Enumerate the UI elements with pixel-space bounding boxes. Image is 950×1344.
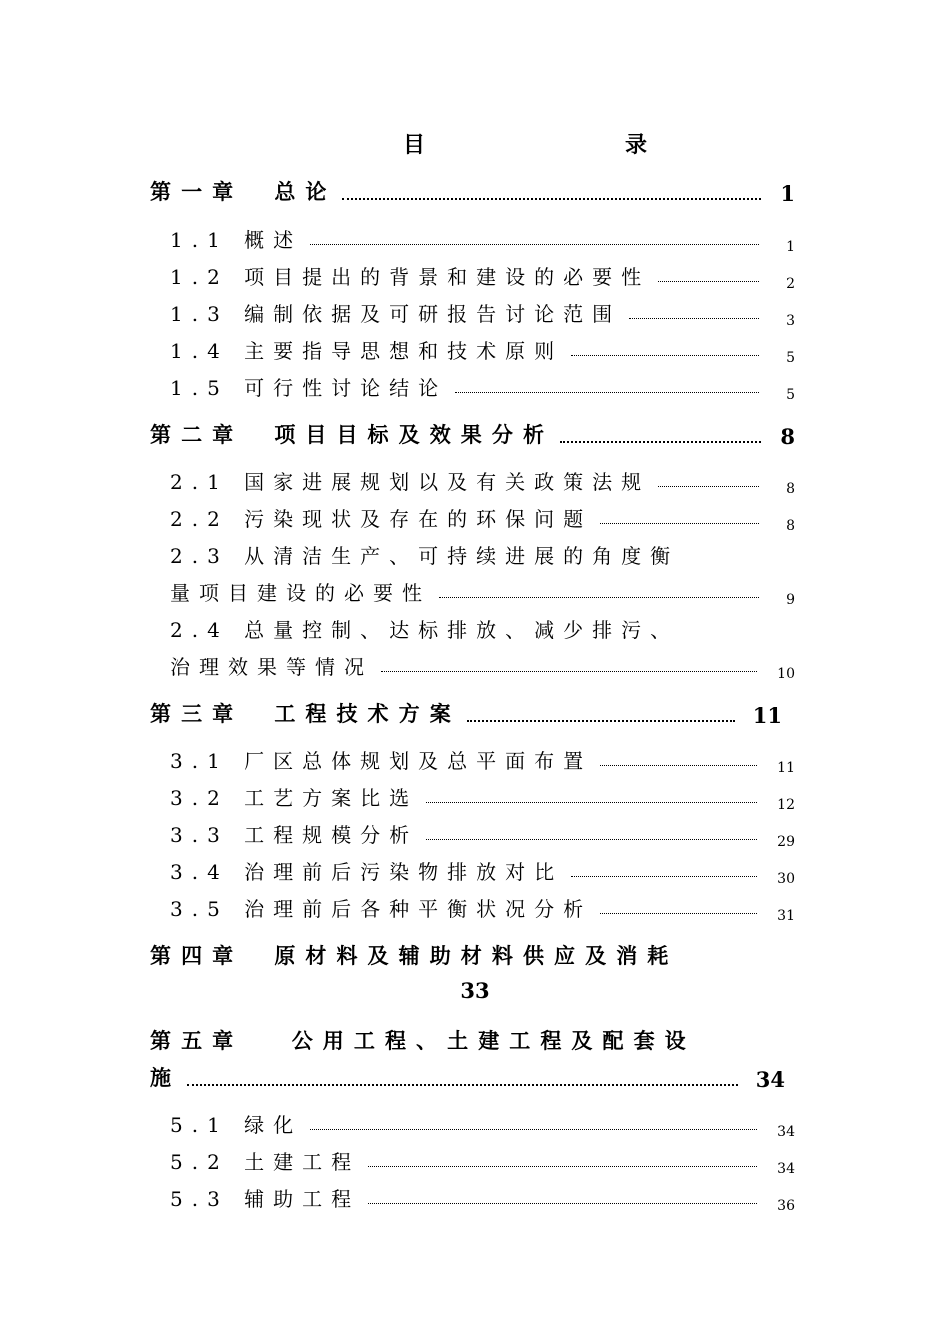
toc-section-2-3[interactable] — [170, 577, 795, 606]
toc-page-number: 29 — [777, 834, 795, 850]
toc-entry-label: 第二章 项目目标及效果分析 — [150, 422, 555, 447]
dot-leader — [310, 230, 759, 245]
toc-section-3-4[interactable] — [170, 856, 795, 885]
toc-page-number: 1 — [780, 181, 795, 206]
dot-leader — [600, 899, 757, 914]
toc-title-char-2: 录 — [625, 132, 748, 158]
toc-page-number: 31 — [777, 908, 795, 924]
toc-entry-label: 量项目建设的必要性 — [170, 581, 431, 605]
toc-section-3-2[interactable] — [170, 782, 795, 811]
dot-leader — [426, 825, 757, 840]
toc-chapter-1[interactable] — [150, 176, 795, 206]
toc-page-number: 36 — [777, 1198, 795, 1214]
toc-chapter-3[interactable] — [150, 698, 782, 728]
toc-page-number: 1 — [786, 239, 795, 255]
toc-chapter-5-line1[interactable]: 第五章 公用工程、土建工程及配套设 — [150, 1028, 696, 1053]
dot-leader — [368, 1189, 757, 1204]
dot-leader — [571, 341, 759, 356]
toc-section-1-5[interactable] — [170, 372, 795, 401]
toc-entry-label: 1.1 概述 — [170, 228, 303, 252]
toc-section-1-1[interactable] — [170, 224, 795, 253]
toc-page-number: 9 — [786, 592, 795, 608]
toc-page-number: 11 — [777, 760, 795, 776]
toc-title-char-1: 目 — [402, 132, 525, 158]
toc-entry-label: 3.5 治理前后各种平衡状况分析 — [170, 897, 593, 921]
toc-entry-label: 1.2 项目提出的背景和建设的必要性 — [170, 265, 651, 289]
toc-page-number: 3 — [786, 313, 795, 329]
toc-entry-label: 1.5 可行性讨论结论 — [170, 376, 448, 400]
dot-leader — [368, 1152, 757, 1167]
toc-page-number: 5 — [786, 350, 795, 366]
dot-leader — [455, 378, 759, 393]
dot-leader — [658, 267, 759, 282]
toc-section-5-3[interactable] — [170, 1183, 795, 1212]
dot-leader — [187, 1070, 738, 1086]
dot-leader — [439, 583, 759, 598]
toc-section-3-5[interactable] — [170, 893, 795, 922]
toc-page-number: 5 — [786, 387, 795, 403]
toc-page-number: 2 — [786, 276, 795, 292]
toc-entry-label: 3.1 厂区总体规划及总平面布置 — [170, 749, 593, 773]
dot-leader — [600, 751, 757, 766]
toc-section-5-2[interactable] — [170, 1146, 795, 1175]
toc-chapter-5[interactable] — [150, 1062, 785, 1092]
toc-page-number: 12 — [777, 797, 795, 813]
toc-chapter-2[interactable] — [150, 419, 795, 449]
dot-leader — [600, 509, 759, 524]
toc-entry-label: 3.4 治理前后污染物排放对比 — [170, 860, 564, 884]
dot-leader — [310, 1115, 757, 1130]
toc-entry-label: 施 — [150, 1065, 182, 1090]
toc-chapter-4[interactable]: 第四章 原材料及辅助材料供应及消耗 — [150, 943, 679, 968]
toc-page-number: 34 — [777, 1161, 795, 1177]
toc-title — [0, 128, 950, 159]
toc-section-2-4[interactable] — [170, 651, 795, 680]
toc-entry-label: 5.2 土建工程 — [170, 1150, 361, 1174]
toc-section-2-2[interactable] — [170, 503, 795, 532]
toc-entry-label: 1.4 主要指导思想和技术原则 — [170, 339, 564, 363]
dot-leader — [426, 788, 757, 803]
toc-entry-label: 3.3 工程规模分析 — [170, 823, 419, 847]
toc-page-number: 10 — [777, 666, 795, 682]
toc-section-2-3-line1[interactable]: 2.3 从清洁生产、可持续进展的角度衡 — [170, 544, 680, 568]
toc-section-2-1[interactable] — [170, 466, 795, 495]
toc-section-1-4[interactable] — [170, 335, 795, 364]
toc-page-number: 34 — [755, 1067, 785, 1092]
toc-page-number: 8 — [786, 518, 795, 534]
toc-entry-label: 第三章 工程技术方案 — [150, 701, 461, 726]
toc-entry-label: 2.2 污染现状及存在的环保问题 — [170, 507, 593, 531]
toc-entry-label: 3.2 工艺方案比选 — [170, 786, 419, 810]
toc-entry-label: 5.3 辅助工程 — [170, 1187, 361, 1211]
toc-page-number: 8 — [786, 481, 795, 497]
dot-leader — [381, 657, 757, 672]
dot-leader — [658, 472, 759, 487]
toc-section-3-3[interactable] — [170, 819, 795, 848]
toc-section-5-1[interactable] — [170, 1109, 795, 1138]
toc-section-2-4-line1[interactable]: 2.4 总量控制、达标排放、减少排污、 — [170, 618, 680, 642]
dot-leader — [342, 184, 761, 200]
dot-leader — [467, 706, 735, 722]
toc-page-number: 34 — [777, 1124, 795, 1140]
dot-leader — [629, 304, 759, 319]
toc-entry-label: 治理效果等情况 — [170, 655, 373, 679]
toc-chapter-4-page: 33 — [460, 978, 490, 1003]
toc-page-number: 11 — [752, 703, 782, 728]
toc-section-3-1[interactable] — [170, 745, 795, 774]
toc-entry-label: 2.1 国家进展规划以及有关政策法规 — [170, 470, 651, 494]
toc-entry-label: 第一章 总论 — [150, 179, 337, 204]
toc-entry-label: 5.1 绿化 — [170, 1113, 303, 1137]
toc-section-1-3[interactable] — [170, 298, 795, 327]
dot-leader — [560, 427, 761, 443]
toc-section-1-2[interactable] — [170, 261, 795, 290]
toc-entry-label: 1.3 编制依据及可研报告讨论范围 — [170, 302, 622, 326]
toc-page-number: 8 — [780, 424, 795, 449]
dot-leader — [571, 862, 757, 877]
toc-page-number: 30 — [777, 871, 795, 887]
